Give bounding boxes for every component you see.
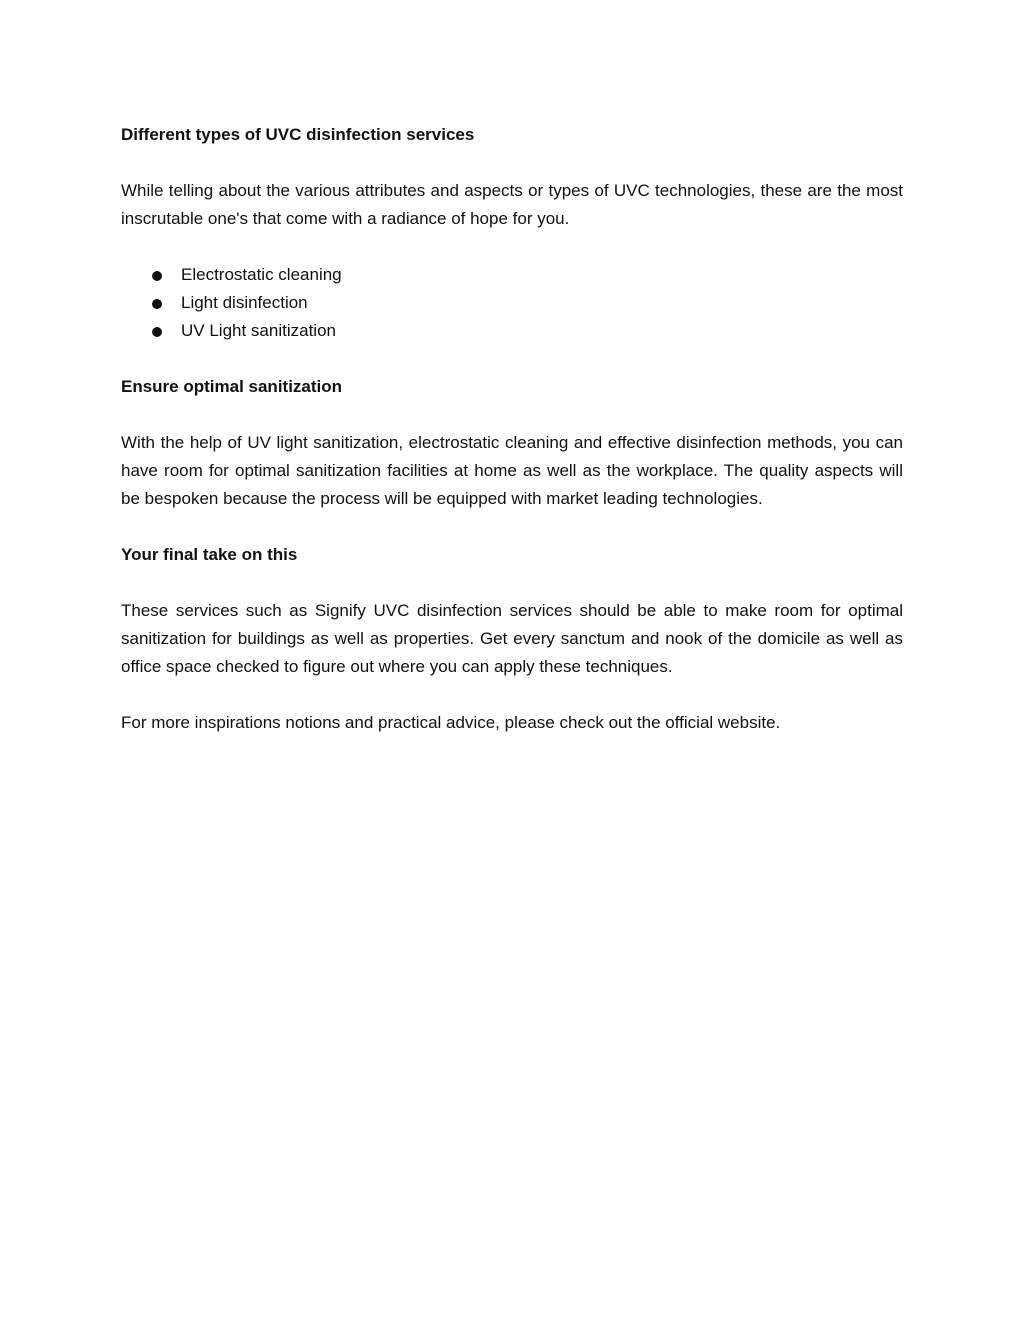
section-paragraph-uvc-types: While telling about the various attributes and aspects or types of UVC technologies, these are the most inscrutable one's that come with a radiance of hope for you. [121, 181, 903, 228]
section-paragraph-optimal-sanitization: With the help of UV light sanitization, electrostatic cleaning and effective disinfection methods, you can have room for optimal sanitization facilities at home as well as the workplace. The quality aspects will be bespoken because the process will be equipped with market leading technologies. [121, 433, 903, 508]
section-heading-optimal-sanitization: Ensure optimal sanitization [121, 377, 343, 396]
list-item-label: UV Light sanitization [181, 321, 336, 340]
section-heading-uvc-types: Different types of UVC disinfection services [121, 125, 475, 144]
bullet-dot-icon [152, 271, 162, 281]
list-item-label: Light disinfection [181, 293, 308, 312]
closing-paragraph: For more inspirations notions and practical advice, please check out the official website. [121, 713, 781, 732]
section-heading-final-take: Your final take on this [121, 545, 298, 564]
list-item [121, 317, 903, 345]
document-page [121, 121, 903, 737]
bullet-dot-icon [152, 327, 162, 337]
list-item [121, 289, 903, 317]
list-item-label: Electrostatic cleaning [181, 265, 342, 284]
section-paragraph-final-take: These services such as Signify UVC disinfection services should be able to make room for optimal sanitization for buildings as well as properties. Get every sanctum and nook of the domicile as well as office space checked to figure out where you can apply these techniques. [121, 601, 903, 676]
bullet-dot-icon [152, 299, 162, 309]
bullet-list [121, 261, 903, 345]
list-item [121, 261, 903, 289]
